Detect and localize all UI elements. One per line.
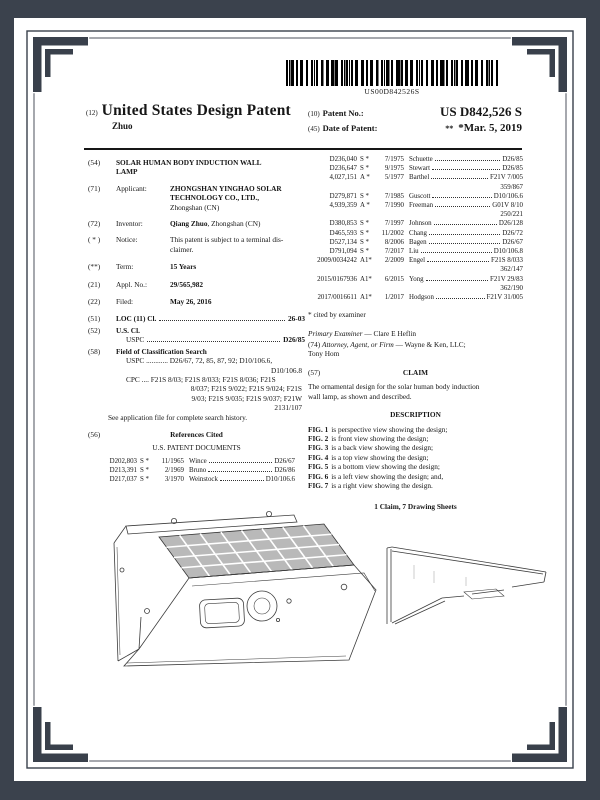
field-cpc-line4: 2131/107	[274, 403, 302, 413]
barcode-block	[282, 60, 502, 96]
tag-58: (58)	[88, 346, 101, 356]
ref-name: Schuette	[409, 156, 433, 163]
section-references	[88, 430, 305, 439]
ref-date: 7/1990	[384, 202, 404, 210]
field-uspc-line1: USPC ............ D26/67, 72, 85, 87, 92; D10/106.6,	[126, 356, 273, 366]
uspc-label: USPC	[126, 335, 145, 345]
attorney-firm: — Wayne & Ken, LLC;	[395, 340, 466, 350]
notice-label: Notice:	[116, 235, 138, 245]
ref-date: 7/1997	[384, 220, 404, 228]
ref-kind: A *	[360, 202, 370, 210]
dotted-leader	[421, 252, 492, 253]
claim-text-line1: The ornamental design for the solar human body induction	[308, 382, 480, 392]
ref-kind: S *	[360, 248, 370, 256]
ref-date: 3/1970	[164, 476, 184, 484]
dotted-leader	[427, 261, 489, 262]
ref-name: Chang	[409, 229, 427, 237]
appl-no-label: Appl. No.:	[116, 279, 148, 289]
ref-class: D10/106.6	[265, 476, 295, 484]
section-loc-class	[88, 314, 305, 323]
term-label: Term:	[116, 262, 134, 272]
ref-name: Yong	[409, 275, 424, 283]
dotted-leader	[159, 320, 285, 321]
figure-description-line	[308, 434, 523, 443]
ref-number: 4,939,359	[329, 202, 357, 210]
figure-caption: is a right view showing the design.	[331, 480, 433, 490]
us-cl-label: U.S. Cl.	[116, 325, 140, 335]
figure-caption: is perspective view showing the design;	[331, 424, 448, 434]
section-filed	[88, 297, 305, 306]
ref-number: D791,094	[329, 248, 357, 256]
references-list-right	[308, 155, 523, 302]
ref-date: 11/1965	[161, 457, 184, 465]
applicant-name-line1: ZHONGSHAN YINGHAO SOLAR	[170, 183, 282, 193]
document-title: United States Design Patent	[101, 102, 291, 119]
dotted-leader	[435, 206, 490, 207]
applicant-label: Applicant:	[116, 183, 147, 193]
filed-value: May 26, 2016	[170, 297, 212, 307]
ref-date: 2/2009	[384, 257, 404, 265]
ref-class: F21S 8/033	[491, 257, 523, 265]
ref-number: 2009/0034242	[317, 257, 357, 265]
ref-date: 9/1975	[384, 165, 404, 173]
dotted-leader	[431, 178, 488, 179]
inventor-label: Inventor:	[116, 219, 143, 229]
ref-name: Engel	[409, 257, 426, 265]
dotted-leader	[147, 341, 280, 342]
inventor-name: Qiang Zhuo	[170, 219, 208, 229]
section-inventor	[88, 219, 305, 228]
ref-class: D10/106.6	[493, 192, 523, 200]
loc-value: 26-03	[287, 314, 305, 324]
attorney-label: Attorney, Agent, or Firm	[322, 340, 394, 350]
figure-label: FIG. 4	[308, 452, 329, 462]
ref-date: 2/1969	[164, 466, 184, 474]
figure-label: FIG. 3	[308, 443, 329, 453]
ref-date: 1/2017	[384, 294, 404, 302]
ref-date: 7/2017	[384, 248, 404, 256]
field-cpc-line2: 8/037; F21S 9/022; F21S 9/024; F21S	[190, 384, 302, 394]
patent-no-label: Patent No.:	[322, 108, 364, 118]
ref-kind: S *	[140, 476, 150, 484]
tag-52: (52)	[88, 325, 101, 335]
dotted-leader	[432, 197, 491, 198]
ref-date: 7/1975	[384, 156, 404, 163]
appl-no-value: 29/565,982	[170, 279, 204, 289]
kind-code: (12)	[86, 109, 98, 117]
figure-description-line	[308, 453, 523, 462]
dotted-leader	[209, 462, 273, 463]
ref-class: D26/128	[498, 220, 523, 228]
ref-number: 4,027,151	[329, 174, 357, 182]
ref-class-continued: 250/221	[500, 211, 523, 219]
figure-label: FIG. 7	[308, 480, 329, 490]
inventor-city: , Zhongshan (CN)	[207, 219, 261, 229]
tag-notice: ( * )	[88, 235, 101, 245]
ref-class: G01V 8/10	[492, 202, 523, 210]
right-column	[308, 155, 523, 512]
notice-text-line2: claimer.	[170, 244, 194, 254]
field-search-label: Field of Classification Search	[116, 346, 207, 356]
ref-class: D26/85	[502, 156, 523, 163]
ref-name: Wince	[189, 457, 207, 465]
figure-description-line	[308, 425, 523, 434]
tag-74: (74)	[308, 340, 321, 350]
ref-number: D465,593	[329, 229, 357, 237]
ref-kind: A *	[360, 174, 370, 182]
field-cpc-line1: CPC .... F21S 8/03; F21S 8/033; F21S 8/036; F21S	[126, 374, 276, 384]
ref-number: D217,037	[109, 476, 137, 484]
us-patent-documents-heading: U.S. PATENT DOCUMENTS	[152, 443, 241, 453]
tag-71: (71)	[88, 183, 101, 193]
references-list-left	[88, 457, 305, 485]
design-title-line2: LAMP	[116, 167, 138, 177]
figure-label: FIG. 6	[308, 471, 329, 481]
tag-54: (54)	[88, 158, 101, 167]
reference-row	[308, 192, 523, 201]
ref-class: D10/106.8	[493, 248, 523, 256]
section-appl-no	[88, 280, 305, 289]
reference-row	[308, 293, 523, 302]
tag-57: (57)	[308, 367, 321, 377]
description-heading: DESCRIPTION	[390, 410, 441, 420]
attorney-firm-line2: Tony Hom	[308, 349, 340, 359]
ref-name: Bruno	[189, 466, 207, 474]
ref-name: Weinstock	[189, 476, 218, 484]
reference-row	[308, 256, 523, 265]
figure-caption: is a left view showing the design; and,	[331, 471, 444, 481]
ref-number: D380,853	[329, 220, 357, 228]
ref-number: D527,134	[329, 238, 357, 246]
inventor-surname: Zhuo	[112, 121, 133, 131]
figure-description-line	[308, 481, 523, 490]
section-title	[88, 158, 305, 177]
tag-21: (21)	[88, 279, 101, 289]
primary-examiner-name: — Clare E Heflin	[364, 328, 417, 338]
patent-no-tag: (10)	[308, 110, 320, 118]
ref-class-continued: 362/190	[500, 284, 523, 292]
figure-perspective-view	[114, 511, 376, 666]
ref-kind: S *	[360, 192, 370, 200]
reference-row	[88, 457, 295, 466]
document-header-right	[308, 104, 522, 134]
uspc-value: D26/85	[283, 335, 305, 345]
ref-kind: A1*	[360, 294, 372, 302]
uspc-row	[88, 335, 305, 344]
ref-kind: S *	[140, 457, 150, 465]
section-applicant	[88, 184, 305, 212]
dotted-leader	[434, 224, 497, 225]
figure-caption: is a top view showing the design;	[331, 452, 429, 462]
ref-date: 5/1977	[384, 174, 404, 182]
ref-name: Barthel	[409, 174, 430, 182]
date-stars: **	[445, 124, 454, 133]
ref-class: D26/86	[274, 466, 295, 474]
dotted-leader	[429, 243, 501, 244]
ref-number: D236,040	[329, 156, 357, 163]
design-title-line1: SOLAR HUMAN BODY INDUCTION WALL	[116, 158, 262, 167]
tag-72: (72)	[88, 219, 101, 229]
ref-kind: S *	[360, 229, 370, 237]
ref-number: 2015/0167936	[317, 275, 357, 283]
ref-kind: S *	[360, 238, 370, 246]
loc-label: LOC (11) Cl.	[116, 314, 157, 324]
date-label: Date of Patent:	[322, 123, 378, 133]
cited-by-examiner-note: * cited by examiner	[308, 310, 366, 320]
figure-label: FIG. 5	[308, 462, 329, 472]
dotted-leader	[220, 480, 264, 481]
reference-row	[88, 466, 295, 475]
section-notice	[88, 235, 305, 254]
dotted-leader	[436, 298, 485, 299]
claims-sheets-note: 1 Claim, 7 Drawing Sheets	[374, 502, 457, 512]
ref-date: 8/2006	[384, 238, 404, 246]
patent-drawings	[74, 495, 566, 673]
ref-class: F21V 7/005	[490, 174, 523, 182]
reference-row	[308, 219, 523, 228]
ref-date: 7/1985	[384, 192, 404, 200]
reference-row	[308, 164, 523, 173]
ref-name: Bagen	[409, 238, 427, 246]
patent-document-page	[14, 18, 586, 781]
figure-side-view	[387, 547, 546, 624]
ref-class-continued: 362/147	[500, 266, 523, 274]
ref-class: D26/67	[274, 457, 295, 465]
ref-kind: S *	[360, 156, 370, 163]
figure-label: FIG. 2	[308, 433, 329, 443]
barcode-caption: US00D842526S	[364, 87, 420, 96]
field-cpc-line3: 9/03; F21S 9/035; F21S 9/037; F21W	[191, 393, 302, 403]
tag-22: (22)	[88, 297, 101, 307]
reference-row	[88, 475, 295, 484]
ref-number: D236,647	[329, 165, 357, 173]
ref-class-continued: 359/867	[500, 183, 523, 191]
tag-term: (**)	[88, 262, 101, 272]
dotted-leader	[426, 280, 488, 281]
left-column	[88, 158, 305, 484]
dotted-leader	[435, 160, 501, 161]
reference-row	[308, 201, 523, 210]
ref-number: 2017/0016611	[317, 294, 357, 302]
ref-name: Stewart	[409, 165, 431, 173]
header-rule	[84, 148, 522, 150]
primary-examiner-label: Primary Examiner	[308, 328, 363, 338]
ref-kind: S *	[140, 466, 150, 474]
figure-description-line	[308, 462, 523, 471]
ref-date: 11/2002	[381, 229, 404, 237]
barcode	[286, 60, 498, 86]
see-application-note: See application file for complete search history.	[108, 412, 248, 422]
ref-class: F21V 31/005	[486, 294, 523, 302]
figure-caption: is a bottom view showing the design;	[331, 462, 440, 472]
applicant-city: Zhongshan (CN)	[170, 202, 220, 212]
document-header-left	[86, 102, 291, 131]
figure-description-line	[308, 472, 523, 481]
notice-text-line1: This patent is subject to a terminal dis-	[170, 235, 284, 245]
dotted-leader	[432, 169, 500, 170]
patent-date: *Mar. 5, 2019	[458, 122, 522, 134]
ref-name: Johnson	[409, 220, 432, 228]
tag-56: (56)	[88, 429, 101, 439]
ref-kind: S *	[360, 165, 370, 173]
date-tag: (45)	[308, 125, 320, 133]
filed-label: Filed:	[116, 297, 134, 307]
ref-name: Freeman	[409, 202, 434, 210]
ref-number: D213,391	[109, 466, 137, 474]
applicant-name-line2: TECHNOLOGY CO., LTD.,	[170, 193, 260, 203]
claim-heading: CLAIM	[402, 367, 429, 377]
reference-row	[308, 155, 523, 164]
reference-row	[308, 238, 523, 247]
ref-kind: A1*	[360, 257, 372, 265]
ref-name: Liu	[409, 248, 419, 256]
figure-caption: is front view showing the design;	[331, 433, 429, 443]
ref-class: D26/72	[502, 229, 523, 237]
figure-label: FIG. 1	[308, 424, 329, 434]
reference-row	[308, 247, 523, 256]
field-uspc-line2: D10/106.8	[270, 365, 302, 375]
ref-kind: S *	[360, 220, 370, 228]
section-field-of-search	[88, 347, 305, 356]
ref-class: D26/67	[502, 238, 523, 246]
section-claim	[308, 368, 523, 377]
claim-text-line2: wall lamp, as shown and described.	[308, 391, 412, 401]
references-heading: References Cited	[170, 429, 223, 439]
patent-number: US D842,526 S	[440, 104, 522, 119]
reference-row	[308, 173, 523, 182]
ref-name: Guscott	[409, 192, 431, 200]
ref-date: 6/2015	[384, 275, 404, 283]
figure-description-line	[308, 443, 523, 452]
figure-caption: is a back view showing the design;	[331, 443, 434, 453]
term-value: 15 Years	[170, 262, 197, 272]
section-term	[88, 262, 305, 271]
ref-number: D202,803	[109, 457, 137, 465]
reference-row	[308, 229, 523, 238]
dotted-leader	[208, 471, 272, 472]
ref-class: F21V 29/83	[490, 275, 523, 283]
dotted-leader	[429, 234, 500, 235]
ref-class: D26/85	[502, 165, 523, 173]
figure-descriptions	[308, 425, 523, 491]
ref-number: D279,871	[329, 192, 357, 200]
reference-row	[308, 275, 523, 284]
section-us-class	[88, 326, 305, 335]
ref-kind: A1*	[360, 275, 372, 283]
tag-51: (51)	[88, 314, 101, 324]
ref-name: Hodgson	[409, 294, 434, 302]
